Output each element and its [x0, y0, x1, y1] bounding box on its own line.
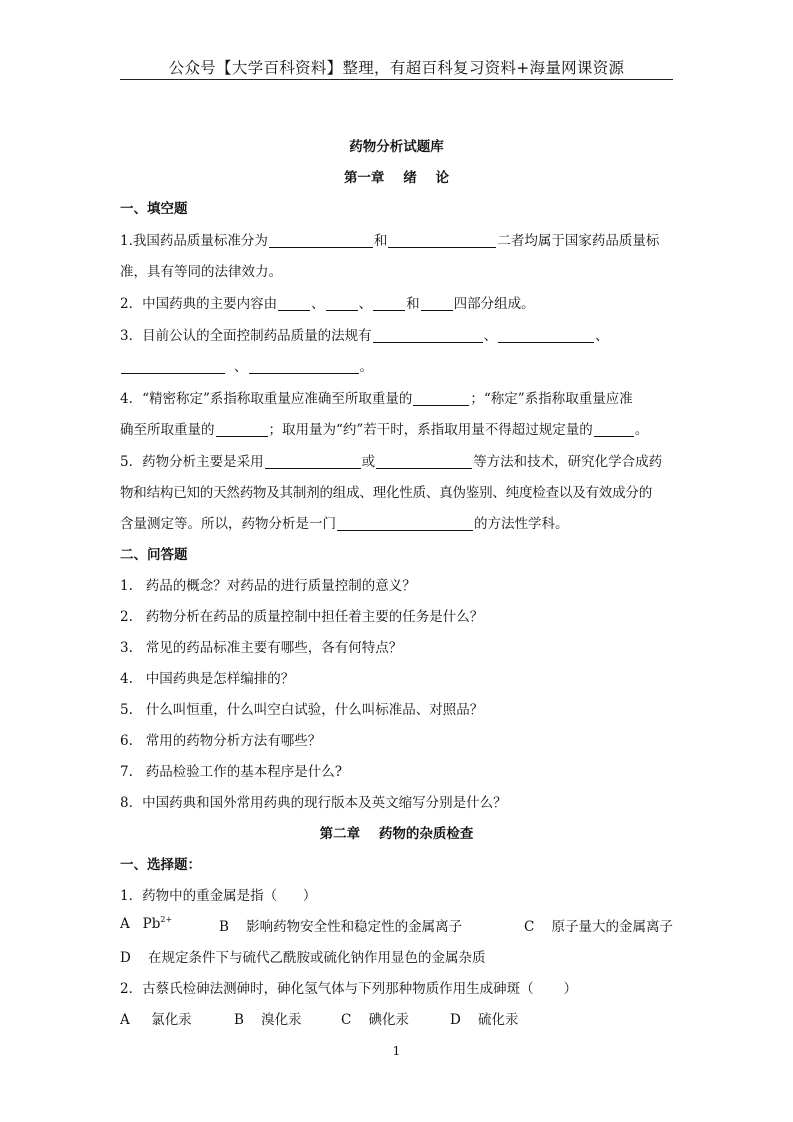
- q2-text-e: 四部分组成。: [453, 296, 535, 312]
- q4-blank-2[interactable]: [216, 422, 268, 437]
- choice-1-option-c[interactable]: C 原子量大的金属离子: [524, 919, 673, 935]
- section-fill-heading: 一、填空题: [120, 201, 188, 217]
- qa-item: 2. 药物分析在药品的质量控制中担任着主要的任务是什么？: [120, 609, 484, 625]
- document-title: 药物分析试题库: [349, 139, 444, 155]
- q3-blank-4[interactable]: [249, 359, 359, 374]
- q3-text-c: 、: [595, 328, 609, 344]
- section-choice-heading: 一、选择题：: [120, 857, 201, 873]
- q2-blank-4[interactable]: [421, 296, 453, 311]
- qa-item: 7. 药品检验工作的基本程序是什么?: [120, 764, 342, 780]
- q2-blank-2[interactable]: [326, 296, 358, 311]
- fill-question-5: [120, 450, 662, 470]
- q3-text-d: 、: [234, 359, 248, 375]
- choice-2-option-c[interactable]: C 碘化汞: [341, 1012, 409, 1028]
- q1-text-b: 和: [373, 233, 388, 249]
- q1-blank-2[interactable]: [388, 233, 496, 248]
- choice-question-2: 2．古蔡氏检砷法测砷时，砷化氢气体与下列那种物质作用生成砷斑（ ）: [120, 981, 578, 997]
- page-header: 公众号【大学百科资料】整理，有超百科复习资料+海量网课资源: [168, 59, 625, 77]
- choice-2-option-b[interactable]: B 溴化汞: [234, 1012, 302, 1028]
- q3-blank-3[interactable]: [121, 359, 225, 374]
- q3-text-b: 、: [483, 328, 498, 344]
- page-number: 1: [392, 1044, 401, 1058]
- q5-text-f: 的方法性学科。: [474, 516, 569, 532]
- q5-text-c: 等方法和技术，研究化学合成药: [473, 454, 663, 470]
- header-rule: [120, 79, 673, 80]
- qa-item: 3. 常见的药品标准主要有哪些，各有何特点？: [120, 640, 403, 656]
- fill-question-2: [120, 292, 535, 312]
- q3-blank-2[interactable]: [498, 328, 594, 343]
- fill-question-4: [120, 387, 633, 407]
- choice-1-option-a[interactable]: [120, 915, 172, 932]
- qa-item: 1. 药品的概念？对药品的进行质量控制的意义？: [120, 578, 416, 594]
- q4-text-d: ；取用量为“约”若干时，系指取用量不得超过规定量的: [268, 422, 593, 438]
- q3-text-a: 3．目前公认的全面控制药品质量的法规有: [120, 328, 372, 344]
- q4-text-e: 。: [634, 422, 649, 438]
- q1-text-a: 1.我国药品质量标准分为: [120, 233, 268, 249]
- fill-question-1: [120, 229, 659, 249]
- option-a-formula: Pb: [142, 916, 161, 932]
- q5-blank-2[interactable]: [376, 454, 472, 469]
- qa-item: 4. 中国药典是怎样编排的？: [120, 671, 295, 687]
- q4-text-c: 确至所取重量的: [120, 422, 215, 438]
- q4-text-a: 4．“精密称定”系指称取重量应准确至所取重量的: [120, 391, 413, 407]
- q4-blank-1[interactable]: [413, 391, 469, 406]
- fill-question-5-cont2: [120, 512, 569, 532]
- q2-blank-1[interactable]: [278, 296, 310, 311]
- choice-1-option-d[interactable]: D 在规定条件下与硫代乙酰胺或硫化钠作用显色的金属杂质: [120, 950, 486, 966]
- q1-blank-1[interactable]: [269, 233, 373, 248]
- fill-question-3: [120, 324, 609, 344]
- choice-question-1: 1．药物中的重金属是指（ ）: [120, 888, 317, 904]
- q2-text-b: 、: [311, 296, 325, 312]
- q5-text-e: 含量测定等。所以，药物分析是一门: [120, 516, 336, 532]
- section-qa-heading: 二、问答题: [120, 547, 188, 563]
- qa-item: 8．中国药典和国外常用药典的现行版本及英文缩写分别是什么？: [120, 795, 507, 811]
- q1-text-c: 二者均属于国家药品质量标: [497, 233, 660, 249]
- q5-blank-3[interactable]: [337, 516, 473, 531]
- chapter2-title: 第二章 药物的杂质检查: [319, 826, 474, 842]
- fill-question-5-cont: 物和结构已知的天然药物及其制剂的组成、理化性质、真伪鉴别、纯度检查以及有效成分的: [120, 485, 652, 501]
- qa-item: 5. 什么叫恒重，什么叫空白试验，什么叫标准品、对照品？: [120, 702, 484, 718]
- option-a-letter: A: [120, 916, 130, 932]
- q2-text-c: 、: [358, 296, 373, 312]
- q5-blank-1[interactable]: [265, 454, 361, 469]
- q2-text-d: 和: [406, 296, 420, 312]
- fill-question-3-cont: [120, 355, 373, 375]
- choice-1-option-b[interactable]: B 影响药物安全性和稳定性的金属离子: [219, 919, 463, 935]
- chapter1-title: 第一章 绪 论: [343, 170, 450, 186]
- qa-item: 6. 常用的药物分析方法有哪些？: [120, 733, 322, 749]
- q5-text-b: 或: [361, 454, 376, 470]
- q5-text-a: 5．药物分析主要是采用: [120, 454, 264, 470]
- q2-blank-3[interactable]: [373, 296, 405, 311]
- q3-blank-1[interactable]: [373, 328, 483, 343]
- fill-question-4-cont: [120, 418, 648, 438]
- q3-text-e: 。: [359, 359, 373, 375]
- q4-text-b: ；“称定”系指称取重量应准: [470, 391, 633, 407]
- q2-text-a: 2．中国药典的主要内容由: [120, 296, 278, 312]
- option-a-charge: 2+: [160, 915, 173, 924]
- q4-blank-3[interactable]: [594, 422, 634, 437]
- choice-2-option-a[interactable]: A 氯化汞: [120, 1012, 192, 1028]
- fill-question-1-cont: 准，具有等同的法律效力。: [120, 264, 282, 280]
- choice-2-option-d[interactable]: D 硫化汞: [450, 1012, 519, 1028]
